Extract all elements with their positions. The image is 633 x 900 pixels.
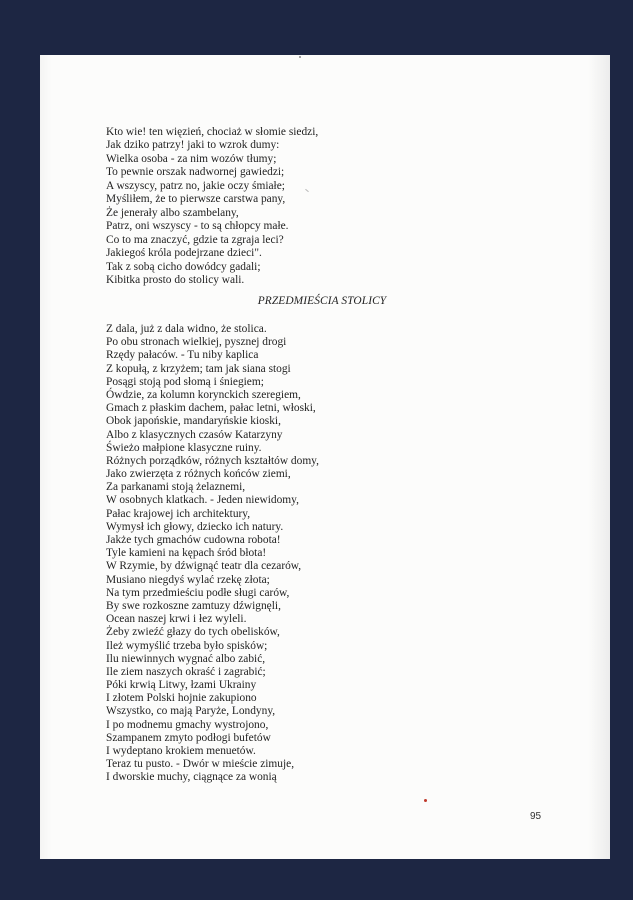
verse-line: Kto wie! ten więzień, chociaż w słomie siedzi, [106, 126, 319, 138]
verse-line: Z dala, już z dala widno, że stolica. [106, 323, 267, 335]
verse-line: Albo z klasycznych czasów Katarzyny [106, 428, 283, 441]
verse-line: Jakże tych gmachów cudowna robota! [106, 534, 281, 546]
verse-line: Pałac krajowej ich architektury, [106, 507, 251, 520]
verse-line: Myśliłem, że to pierwsze carstwa pany, [106, 193, 286, 206]
verse-line: I wydeptano krokiem menuetów. [106, 745, 256, 757]
verse-line: Na tym przedmieściu podłe sługi carów, [106, 586, 290, 599]
verse-line: Tyle kamieni na kępach śród błota! [106, 547, 267, 560]
stanza-1 [106, 126, 318, 287]
verse-line: Jako zwierzęta z różnych końców ziemi, [106, 468, 291, 481]
verse-line: Póki krwią Litwy, łzami Ukrainy [106, 679, 257, 692]
red-ink-speck [424, 799, 427, 802]
verse-line: Świeżo małpione klasyczne ruiny. [106, 441, 262, 454]
verse-line: I po modnemu gmachy wystrojono, [106, 718, 269, 731]
verse-line: Rzędy pałaców. - Tu niby kaplica [106, 349, 259, 362]
verse-line: Posągi stoją pod słomą i śniegiem; [106, 375, 264, 388]
verse-line: Kibitka prosto do stolicy wali. [106, 273, 245, 286]
verse-line: Wszystko, co mają Paryże, Londyny, [106, 705, 276, 718]
stanza-2 [106, 323, 319, 785]
verse-line: Ileż wymyślić trzeba było spisków; [106, 639, 268, 652]
ink-speck [299, 56, 301, 58]
verse-line: To pewnie orszak nadwornej gawiedzi; [106, 166, 285, 179]
verse-line: Szampanem zmyto podłogi bufetów [106, 731, 271, 744]
verse-line: Żeby zwieźć głazy do tych obelisków, [106, 626, 280, 639]
verse-line: Obok japońskie, mandaryńskie kioski, [106, 415, 281, 428]
verse-line: Musiano niegdyś wylać rzekę złota; [106, 573, 270, 586]
verse-line: Różnych porządków, różnych kształtów domy, [106, 454, 319, 467]
verse-line: Ówdzie, za kolumn korynckich szeregiem, [106, 388, 301, 401]
verse-line: Ocean naszej krwi i łez wyleli. [106, 613, 247, 626]
page-number: 95 [530, 811, 542, 822]
verse-line: Jakiegoś króla podejrzane dzieci". [106, 247, 262, 260]
verse-line: Gmach z płaskim dachem, pałac letni, włoski, [106, 402, 316, 415]
section-heading: PRZEDMIEŚCIA STOLICY [257, 295, 387, 307]
verse-line: Jak dziko patrzy! jaki to wzrok dumy: [106, 139, 280, 152]
verse-line: Ile ziem naszych okraść i zagrabić; [106, 665, 266, 678]
verse-line: Tak z sobą cicho dowódcy gadali; [106, 260, 261, 273]
verse-line: A wszyscy, patrz no, jakie oczy śmiałe; [106, 179, 285, 192]
document-page [40, 55, 610, 859]
verse-line: W Rzymie, by dźwignąć teatr dla cezarów, [106, 560, 302, 573]
verse-line: Za parkanami stoją żelaznemi, [106, 481, 246, 494]
verse-line: Wymysł ich głowy, dziecko ich natury. [106, 520, 284, 533]
verse-line: Po obu stronach wielkiej, pysznej drogi [106, 336, 287, 349]
verse-line: W osobnych klatkach. - Jeden niewidomy, [106, 494, 299, 507]
verse-line: Że jenerały albo szambelany, [106, 206, 239, 219]
verse-line: Ilu niewinnych wygnać albo zabić, [106, 652, 266, 665]
verse-line: By swe rozkoszne zamtuzy dźwignęli, [106, 599, 281, 612]
verse-line: I złotem Polski hojnie zakupiono [106, 692, 257, 705]
verse-line: Teraz tu pusto. - Dwór w mieście zimuje, [106, 758, 295, 771]
verse-line: Wielka osoba - za nim wozów tłumy; [106, 152, 277, 165]
verse-line: Co to ma znaczyć, gdzie ta zgraja leci? [106, 233, 284, 246]
verse-line: I dworskie muchy, ciągnące za wonią [106, 771, 277, 784]
verse-line: Z kopułą, z krzyżem; tam jak siana stogi [106, 362, 291, 375]
verse-line: Patrz, oni wszyscy - to są chłopcy małe. [106, 220, 289, 233]
